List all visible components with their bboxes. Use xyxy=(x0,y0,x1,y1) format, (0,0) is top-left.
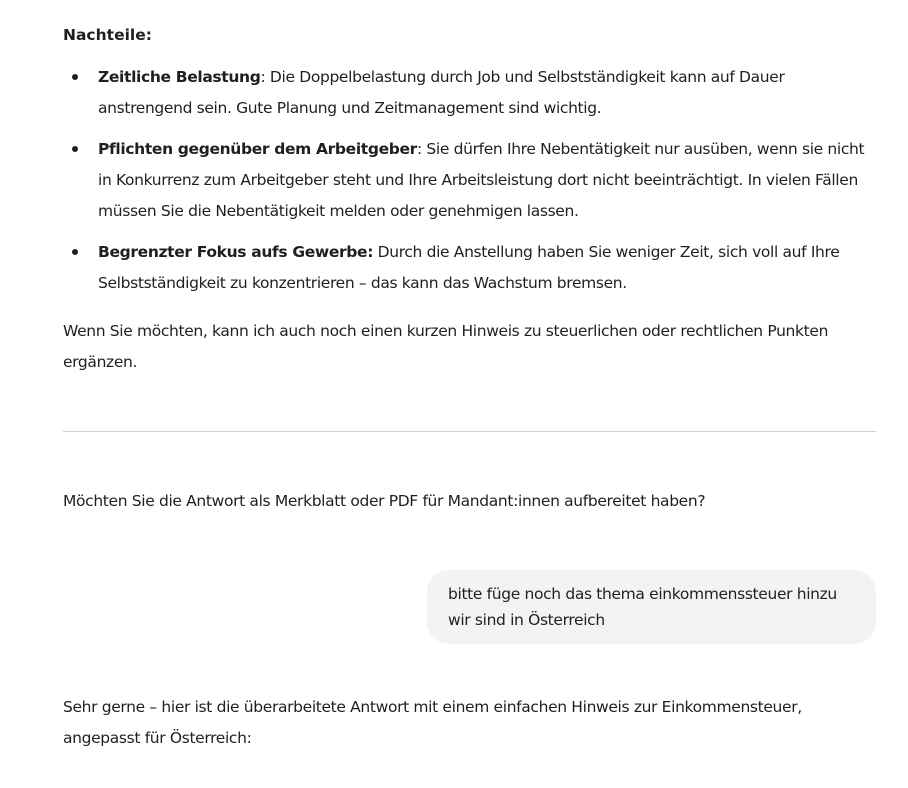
bullet-icon xyxy=(72,146,78,152)
list-item-text: : Sie dürfen Ihre Nebentätigkeit nur ausüben, wenn sie nicht in Konkurrenz zum Arbeitgeber steht und Ihre Arbeitsleistung dort nicht beeinträchtigt. In vielen Fällen müssen Sie die Nebentätigkeit melden oder genehmigen lassen. xyxy=(98,140,865,220)
assistant-reply-intro: Sehr gerne – hier ist die überarbeitete Antwort mit einem einfachen Hinweis zur Einkommensteuer, angepasst für Österreich: xyxy=(63,698,802,747)
list-item xyxy=(63,134,876,227)
list-item xyxy=(63,237,876,299)
list-item xyxy=(63,62,876,124)
disadvantages-list xyxy=(63,62,876,309)
list-item-text: : Die Doppelbelastung durch Job und Selbstständigkeit kann auf Dauer anstrengend sein. Gute Planung und Zeitmanagement sind wichtig. xyxy=(98,68,785,117)
list-item-term: Pflichten gegenüber dem Arbeitgeber xyxy=(98,140,417,158)
assistant-followup-question: Möchten Sie die Antwort als Merkblatt oder PDF für Mandant:innen aufbereitet haben? xyxy=(63,492,706,510)
user-message-bubble xyxy=(427,570,876,644)
list-item-term: Begrenzter Fokus aufs Gewerbe: xyxy=(98,243,374,261)
list-item-text: Durch die Anstellung haben Sie weniger Zeit, sich voll auf Ihre Selbstständigkeit zu konzentrieren – das kann das Wachstum bremsen. xyxy=(98,243,840,292)
section-heading-disadvantages: Nachteile: xyxy=(63,26,152,44)
bullet-icon xyxy=(72,249,78,255)
list-item-term: Zeitliche Belastung xyxy=(98,68,261,86)
message-divider xyxy=(63,431,876,432)
assistant-closing-paragraph: Wenn Sie möchten, kann ich auch noch einen kurzen Hinweis zu steuerlichen oder rechtlichen Punkten ergänzen. xyxy=(63,322,829,371)
bullet-icon xyxy=(72,74,78,80)
user-message-line-2: wir sind in Österreich xyxy=(448,611,605,629)
user-message-line-1: bitte füge noch das thema einkommenssteuer hinzu xyxy=(448,585,837,603)
